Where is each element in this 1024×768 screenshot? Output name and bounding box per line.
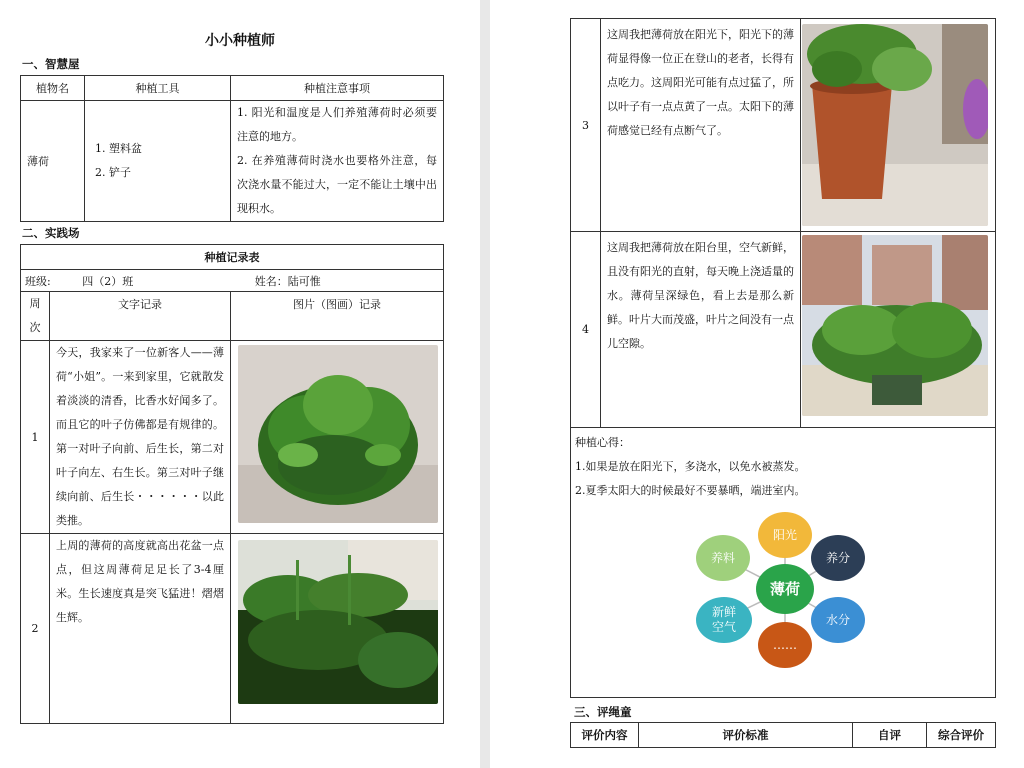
left-page <box>0 0 480 768</box>
week-number: 3 <box>571 19 601 232</box>
eval-header-content: 评价内容 <box>571 723 639 748</box>
note-item: 1. 阳光和温度是人们养殖薄荷时必须要注意的地方。 <box>237 106 437 143</box>
header-text-record: 文字记录 <box>50 292 231 341</box>
class-name-row <box>21 270 444 292</box>
class-label: 班级: <box>25 274 51 288</box>
header-plant: 植物名 <box>21 76 85 101</box>
eval-header-criteria: 评价标准 <box>639 723 853 748</box>
page-title: 小小种植师 <box>205 33 275 49</box>
record-table-title: 种植记录表 <box>21 245 444 270</box>
eval-header-overall: 综合评价 <box>927 723 996 748</box>
note-item: 2. 在养殖薄荷时浇水也要格外注意，每次浇水量不能过大，一定不能让土壤中出现积水。 <box>237 154 437 215</box>
section-heading-wisdom: 一、智慧屋 <box>22 57 80 71</box>
eval-header-self: 自评 <box>853 723 927 748</box>
insights-title: 种植心得： <box>575 436 630 449</box>
header-notes: 种植注意事项 <box>231 76 444 101</box>
section-heading-practice: 二、实践场 <box>22 226 80 240</box>
header-week: 周次 <box>21 292 50 341</box>
week-text: 这周我把薄荷放在阳台里，空气新鲜，且没有阳光的直射，每天晚上浇适量的水。薄荷呈深绿色，看上去是那么新鲜。叶片大而茂盛，叶片之间没有一点儿空隙。 <box>601 232 801 428</box>
evaluation-table <box>570 722 996 748</box>
mint-pot-photo <box>238 345 438 523</box>
mind-map-node-fresh-air: 新鲜空气 <box>696 597 752 643</box>
header-tools: 种植工具 <box>85 76 231 101</box>
week-number: 4 <box>571 232 601 428</box>
planting-info-table <box>20 75 444 222</box>
tools-cell <box>85 101 231 222</box>
week-text: 今天，我家来了一位新客人——薄荷“小姐”。一来到家里，它就散发着淡淡的清香，比香水好闻多了。而且它的叶子仿佛都是有规律的。第一对叶子向前、后生长，第二对叶子向左、右生长。第三对叶子继续向前、后生长・・・・・・以此类推。 <box>50 341 231 534</box>
tool-item: 2. 铲子 <box>95 166 131 179</box>
mint-mind-map <box>695 506 875 670</box>
student-name: 姓名：陆可惟 <box>254 274 321 288</box>
week-number: 2 <box>21 534 50 724</box>
mind-map-node-fertilizer: 养料 <box>696 535 750 581</box>
week-number: 1 <box>21 341 50 534</box>
mint-sunlight-photo <box>802 24 988 226</box>
week-text: 这周我把薄荷放在阳光下，阳光下的薄荷显得像一位正在登山的老者，长得有点吃力。这周阳光可能有点过猛了，所以叶子有一点点黄了一点。太阳下的薄荷感觉已经有点断气了。 <box>601 19 801 232</box>
mind-map-node-water: 水分 <box>811 597 865 643</box>
insight-item: 2.夏季太阳大的时候最好不要暴晒，端进室内。 <box>575 484 806 497</box>
mint-balcony-photo <box>802 235 988 416</box>
mind-map-node-sunlight: 阳光 <box>758 512 812 558</box>
right-page <box>490 0 1024 768</box>
section-heading-evaluation: 三、评绳童 <box>574 705 632 719</box>
plant-name: 薄荷 <box>21 101 85 222</box>
insights-block <box>571 428 995 503</box>
mind-map-node-more: …… <box>758 622 812 668</box>
mint-closeup-photo <box>238 540 438 704</box>
tool-item: 1. 塑料盆 <box>95 142 142 155</box>
mind-map-center: 薄荷 <box>756 564 814 614</box>
header-image-record: 图片（图画）记录 <box>231 292 444 341</box>
mind-map-node-nutrients: 养分 <box>811 535 865 581</box>
insight-item: 1.如果是放在阳光下，多浇水，以免水被蒸发。 <box>575 460 806 473</box>
notes-cell <box>231 101 444 222</box>
class-value: 四（2）班 <box>82 274 134 288</box>
week-text: 上周的薄荷的高度就高出花盆一点点，但这周薄荷足足长了3-4厘米。生长速度真是突飞猛进！熠熠生辉。 <box>50 534 231 724</box>
